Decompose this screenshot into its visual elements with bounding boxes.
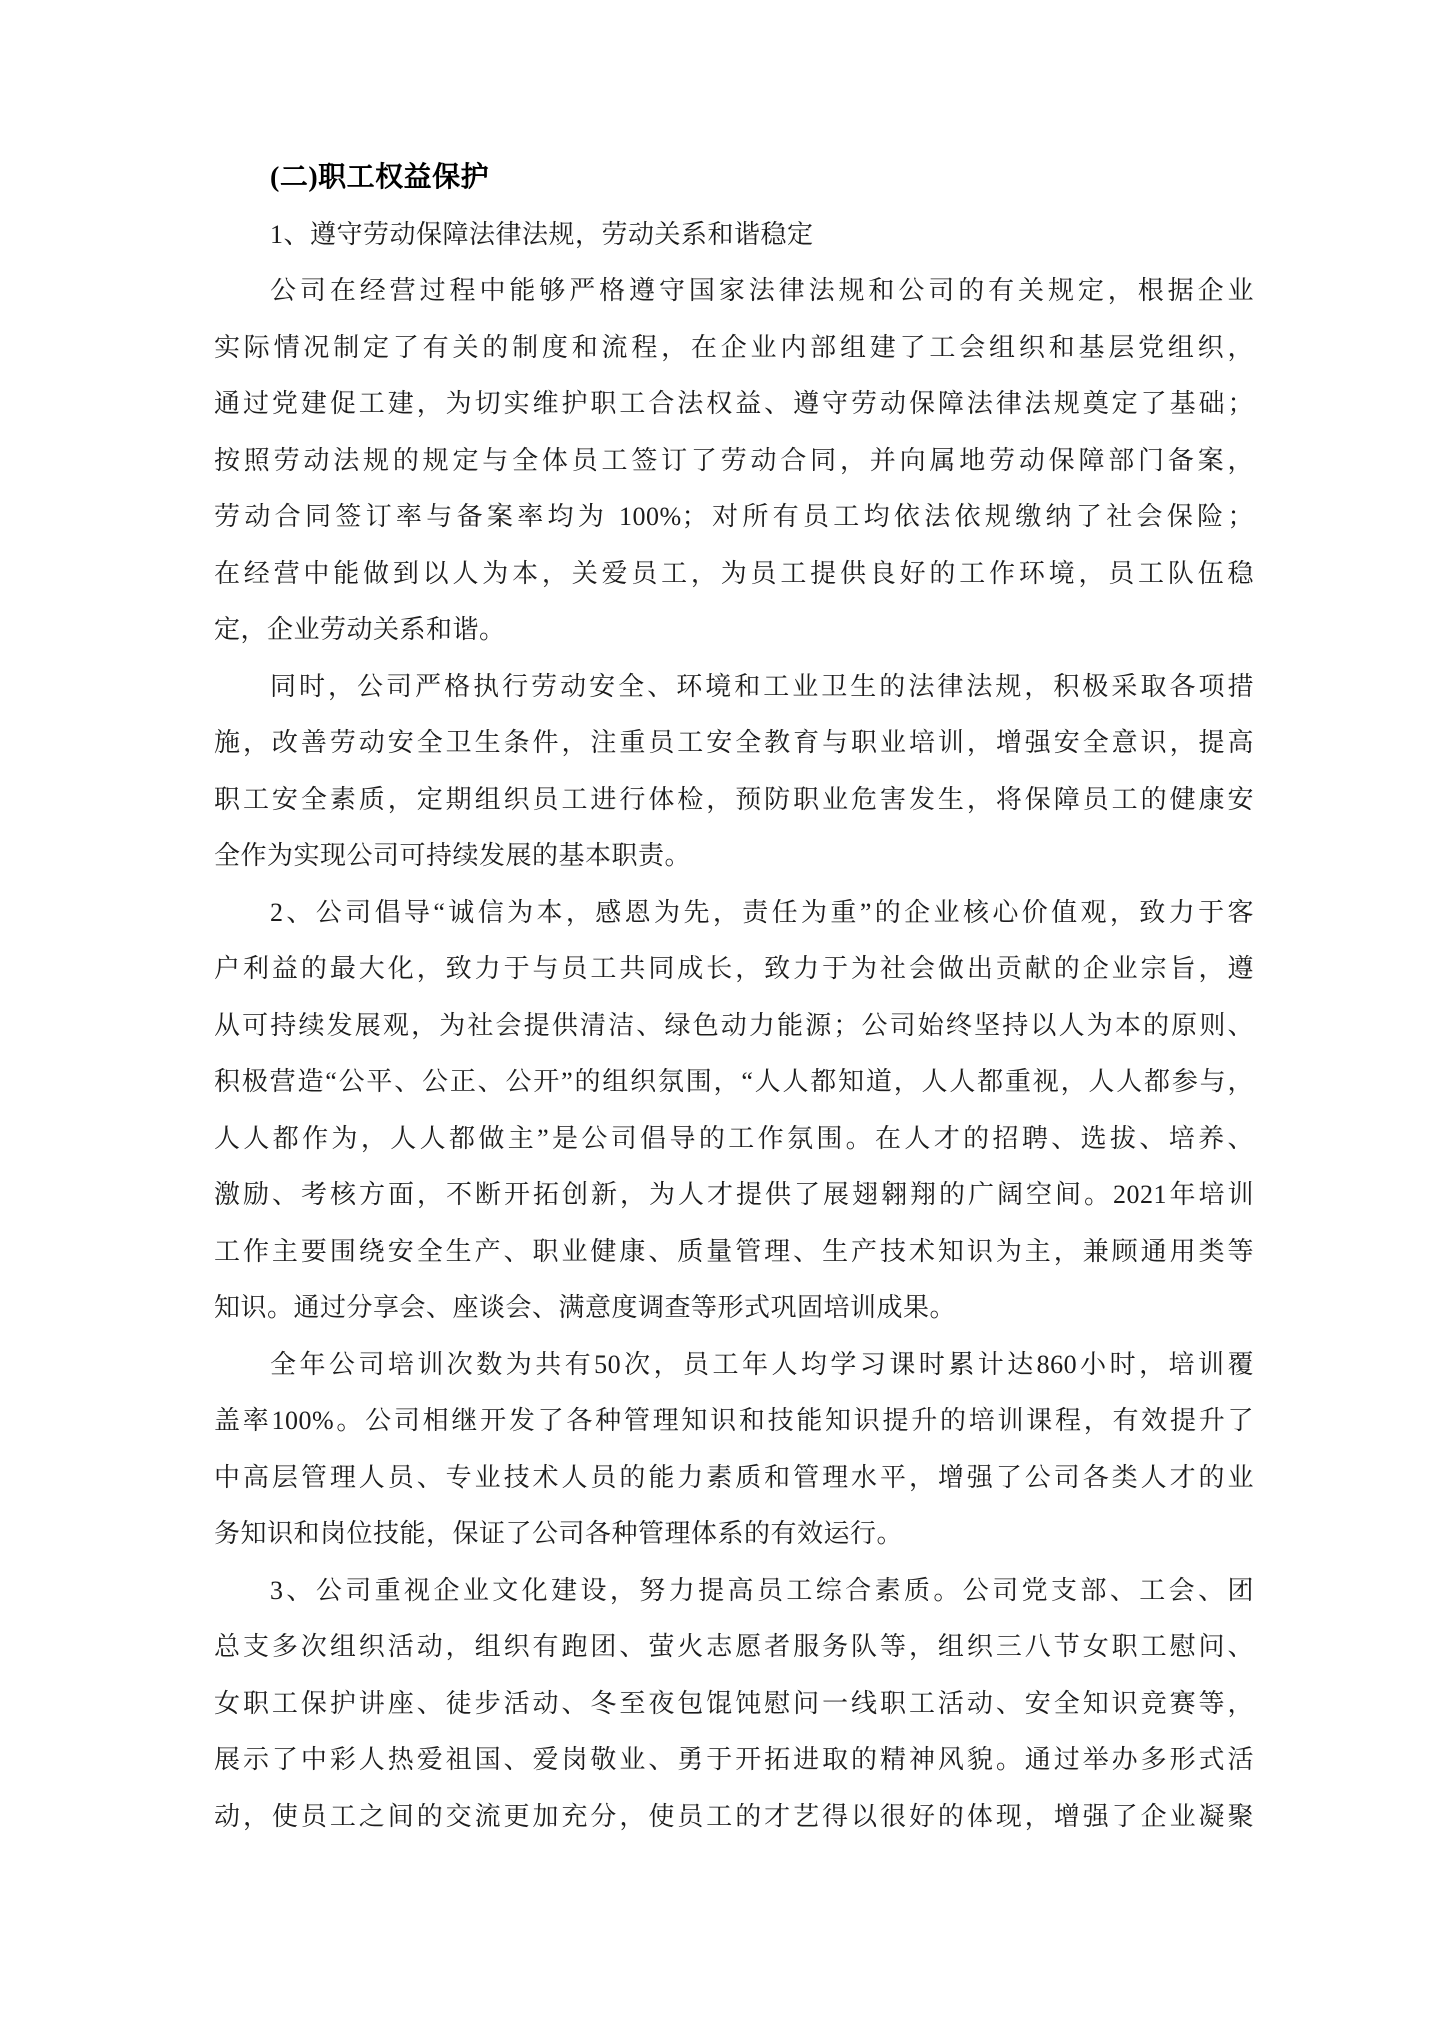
text-line: 施，改善劳动安全卫生条件，注重员工安全教育与职业培训，增强安全意识，提高 — [214, 728, 1254, 757]
text-line: 总支多次组织活动，组织有跑团、萤火志愿者服务队等，组织三八节女职工慰问、 — [214, 1632, 1254, 1661]
text-line: 在经营中能做到以人为本，关爱员工，为员工提供良好的工作环境，员工队伍稳 — [214, 558, 1254, 588]
text-line: 劳动合同签订率与备案率均为 100%；对所有员工均依法依规缴纳了社会保险； — [214, 502, 1254, 531]
text-line: 定，企业劳动关系和谐。 — [214, 615, 506, 644]
text-line: 公司在经营过程中能够严格遵守国家法律法规和公司的有关规定，根据企业 — [270, 276, 1254, 305]
text-line: 3、公司重视企业文化建设，努力提高员工综合素质。公司党支部、工会、团 — [270, 1575, 1254, 1605]
text-line: 中高层管理人员、专业技术人员的能力素质和管理水平，增强了公司各类人才的业 — [214, 1462, 1254, 1492]
text-line: 实际情况制定了有关的制度和流程，在企业内部组建了工会组织和基层党组织， — [214, 332, 1254, 362]
text-line: 激励、考核方面，不断开拓创新，为人才提供了展翅翱翔的广阔空间。2021年培训 — [214, 1180, 1254, 1209]
text-line: 工作主要围绕安全生产、职业健康、质量管理、生产技术知识为主，兼顾通用类等 — [214, 1236, 1254, 1266]
text-line: 展示了中彩人热爱祖国、爱岗敬业、勇于开拓进取的精神风貌。通过举办多形式活 — [214, 1745, 1254, 1774]
text-line: 女职工保护讲座、徒步活动、冬至夜包馄饨慰问一线职工活动、安全知识竞赛等， — [214, 1688, 1254, 1718]
text-line: 从可持续发展观，为社会提供清洁、绿色动力能源；公司始终坚持以人为本的原则、 — [214, 1010, 1254, 1040]
text-line: 1、遵守劳动保障法律法规，劳动关系和谐稳定 — [270, 219, 814, 249]
text-line: 职工安全素质，定期组织员工进行体检，预防职业危害发生，将保障员工的健康安 — [214, 784, 1254, 814]
text-line: 同时，公司严格执行劳动安全、环境和工业卫生的法律法规，积极采取各项措 — [270, 671, 1254, 701]
text-line: 2、公司倡导“诚信为本，感恩为先，责任为重”的企业核心价值观，致力于客 — [270, 897, 1254, 927]
text-line: 盖率100%。公司相继开发了各种管理知识和技能知识提升的培训课程，有效提升了 — [214, 1406, 1254, 1435]
section-heading: (二)职工权益保护 — [270, 162, 490, 193]
text-line: 务知识和岗位技能，保证了公司各种管理体系的有效运行。 — [214, 1519, 904, 1548]
text-line: 全作为实现公司可持续发展的基本职责。 — [214, 841, 692, 870]
text-line: 按照劳动法规的规定与全体员工签订了劳动合同，并向属地劳动保障部门备案， — [214, 445, 1254, 475]
text-line: 积极营造“公平、公正、公开”的组织氛围，“人人都知道，人人都重视，人人都参与， — [214, 1067, 1254, 1096]
text-line: 知识。通过分享会、座谈会、满意度调查等形式巩固培训成果。 — [214, 1293, 957, 1322]
text-line: 全年公司培训次数为共有50次，员工年人均学习课时累计达860小时，培训覆 — [270, 1349, 1254, 1379]
document-text-column — [214, 150, 1254, 1845]
text-line: 通过党建促工建，为切实维护职工合法权益、遵守劳动保障法律法规奠定了基础； — [214, 389, 1254, 418]
text-line: 人人都作为，人人都做主”是公司倡导的工作氛围。在人才的招聘、选拔、培养、 — [214, 1123, 1254, 1153]
text-line: 户利益的最大化，致力于与员工共同成长，致力于为社会做出贡献的企业宗旨，遵 — [214, 954, 1254, 983]
text-line: 动，使员工之间的交流更加充分，使员工的才艺得以很好的体现，增强了企业凝聚 — [214, 1801, 1254, 1831]
